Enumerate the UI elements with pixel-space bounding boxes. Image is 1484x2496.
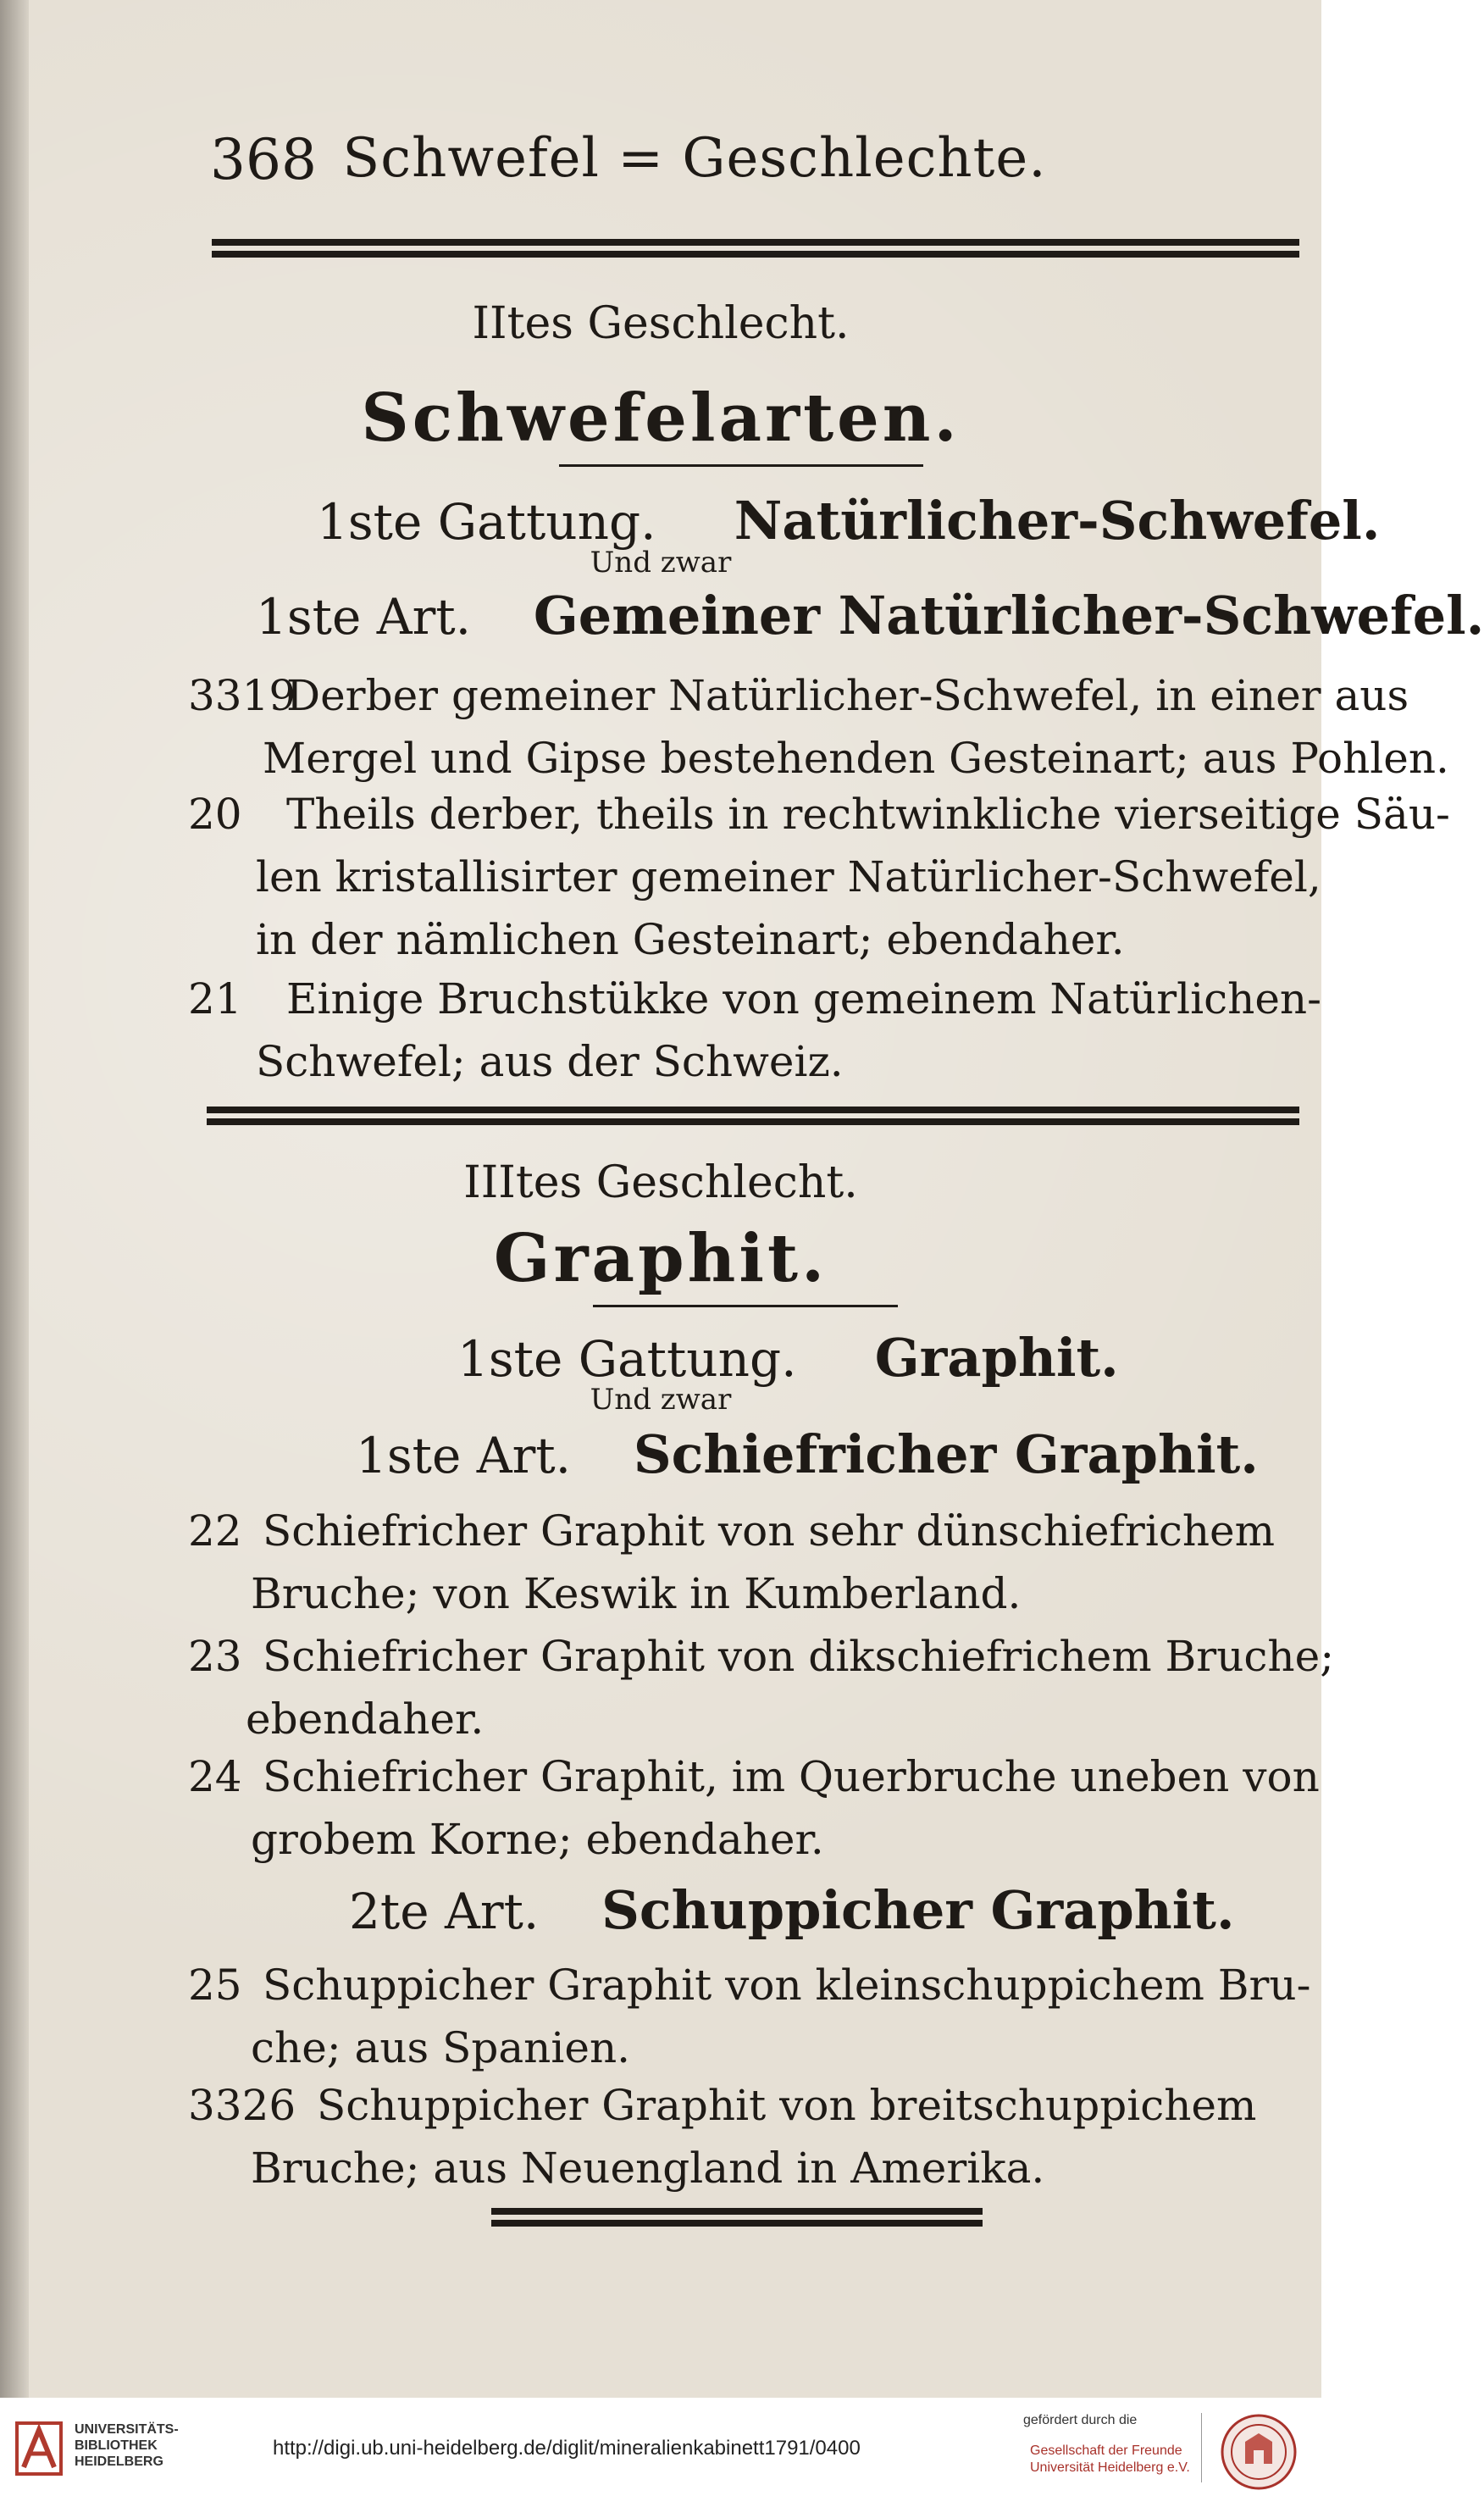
art-name: Gemeiner Natürlicher-Schwefel.: [533, 585, 1484, 646]
entry-line: grobem Korne; ebendaher.: [251, 1815, 824, 1864]
art-heading: [356, 1423, 1259, 1485]
genus-name: Graphit.: [493, 1220, 828, 1297]
entry-number: 3319: [188, 671, 296, 720]
entry-line: Schuppicher Graphit von kleinschuppichem Bru-: [263, 1961, 1311, 2010]
catalog-entry: [188, 1625, 1335, 1750]
gattung-name: Natürlicher-Schwefel.: [734, 490, 1381, 552]
entry-line: Schiefricher Graphit, im Querbruche uneben von: [263, 1752, 1320, 1801]
funded-by-label: gefördert durch die: [1023, 2413, 1138, 2427]
entry-line: Bruche; aus Neuengland in Amerika.: [251, 2144, 1045, 2193]
header-rule: [212, 239, 1299, 246]
entry-line: Schiefricher Graphit von dikschiefrichem Bruche;: [263, 1632, 1335, 1681]
entry-line: in der nämlichen Gesteinart; ebendaher.: [256, 915, 1125, 964]
entry-line: Bruche; von Keswik in Kumberland.: [251, 1569, 1022, 1618]
art-prefix: 1ste Art.: [256, 588, 472, 646]
entry-line: che; aus Spanien.: [251, 2023, 631, 2072]
catalog-entry: [188, 664, 1449, 790]
society-name-line: Universität Heidelberg e.V.: [1030, 2460, 1190, 2475]
end-rule: [491, 2208, 983, 2215]
und-zwar: Und zwar: [590, 1383, 732, 1417]
art-heading: [349, 1879, 1235, 1941]
entry-number: 24: [188, 1752, 242, 1801]
permalink-url[interactable]: http://digi.ub.uni-heidelberg.de/diglit/mineralienkabinett1791/0400: [273, 2437, 861, 2460]
genus-label: IIItes Geschlecht.: [463, 1157, 858, 1208]
art-prefix: 1ste Art.: [356, 1427, 572, 1484]
university-seal-icon: [1220, 2413, 1298, 2491]
footer-divider: [1201, 2413, 1202, 2482]
entry-number: 23: [188, 1632, 242, 1681]
library-name-line: HEIDELBERG: [75, 2454, 163, 2469]
entry-line: Schiefricher Graphit von sehr dünschiefrichem: [263, 1506, 1276, 1556]
entry-number: 25: [188, 1961, 242, 2010]
society-name: [1030, 2443, 1190, 2477]
library-name-line: BIBLIOTHEK: [75, 2438, 158, 2453]
art-name: Schiefricher Graphit.: [633, 1423, 1259, 1485]
genus-label: IItes Geschlecht.: [472, 298, 850, 349]
art-name: Schuppicher Graphit.: [601, 1879, 1235, 1941]
entry-line: Schwefel; aus der Schweiz.: [256, 1037, 844, 1086]
entry-line: Einige Bruchstükke von gemeinem Natürlichen-: [286, 974, 1322, 1023]
gattung-prefix: 1ste Gattung.: [317, 493, 656, 551]
catalog-entry: [188, 2074, 1304, 2199]
society-name-line: Gesellschaft der Freunde: [1030, 2443, 1182, 2458]
library-logo-icon: [15, 2421, 63, 2476]
genus-underline: [593, 1305, 898, 1307]
entry-number: 21: [188, 974, 242, 1023]
entry-line: ebendaher.: [246, 1695, 485, 1744]
und-zwar: Und zwar: [590, 546, 732, 580]
gattung-heading: [457, 1327, 1119, 1389]
entry-line: Schuppicher Graphit von breitschuppichem: [317, 2081, 1257, 2130]
entry-line: Theils derber, theils in rechtwinkliche vierseitige Säu-: [286, 790, 1450, 839]
catalog-entry: [188, 783, 1450, 971]
library-name: [75, 2421, 179, 2470]
gattung-name: Graphit.: [874, 1327, 1119, 1389]
gattung-prefix: 1ste Gattung.: [457, 1330, 797, 1388]
catalog-entry: [188, 968, 1322, 1093]
gattung-heading: [317, 490, 1380, 552]
page-number: 368: [210, 127, 317, 192]
entry-line: Mergel und Gipse bestehenden Gesteinart; aus Pohlen.: [263, 734, 1449, 783]
entry-line: len kristallisirter gemeiner Natürlicher-Schwefel,: [256, 852, 1321, 901]
section-rule: [207, 1107, 1299, 1113]
entry-line: Derber gemeiner Natürlicher-Schwefel, in einer aus: [286, 671, 1409, 720]
library-name-line: UNIVERSITÄTS-: [75, 2422, 179, 2437]
entry-number: 22: [188, 1506, 242, 1556]
entry-number: 20: [188, 790, 242, 839]
entry-number: 3326: [188, 2081, 296, 2130]
art-prefix: 2te Art.: [349, 1883, 540, 1940]
running-title: Schwefel = Geschlechte.: [342, 127, 1047, 190]
catalog-entry: [188, 1500, 1304, 1625]
catalog-entry: [188, 1954, 1311, 2079]
art-heading: [256, 585, 1484, 646]
catalog-entry: [188, 1745, 1320, 1871]
genus-name: Schwefelarten.: [361, 380, 961, 457]
genus-underline: [559, 464, 923, 467]
